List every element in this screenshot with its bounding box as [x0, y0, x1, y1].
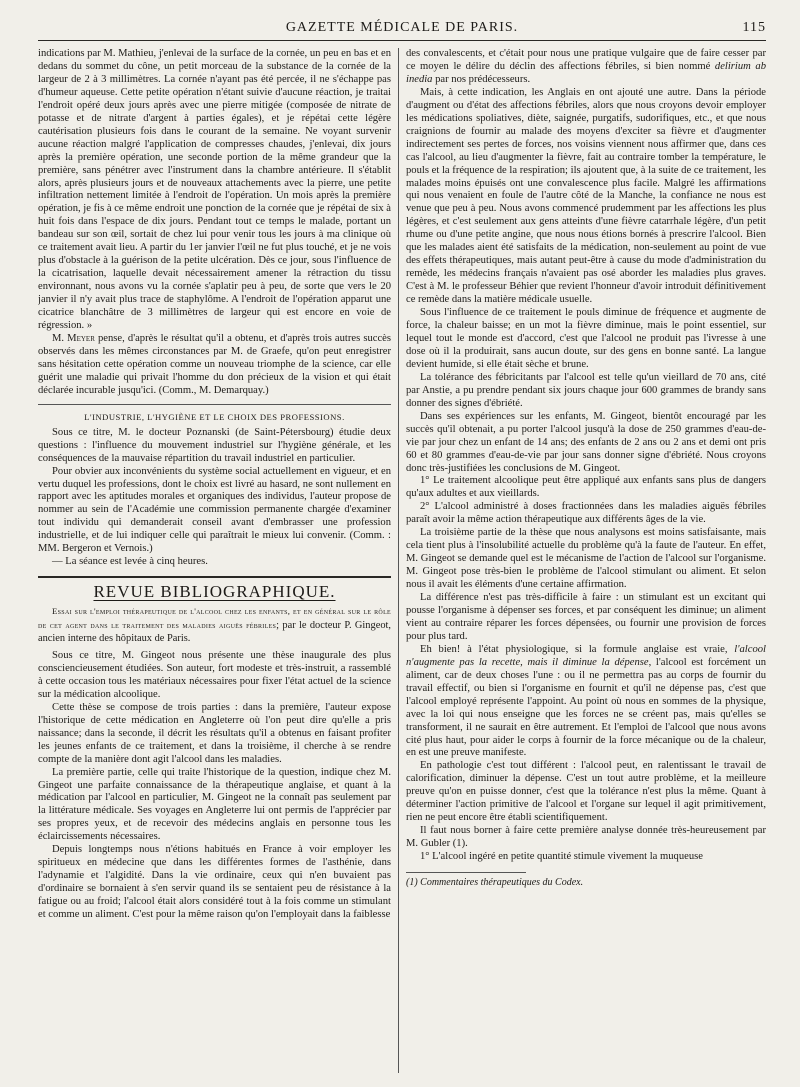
- paragraph: [38, 333, 391, 398]
- paragraph: — La séance est levée à cinq heures.: [52, 556, 208, 568]
- paragraph-text: , l'alcool est forcément un aliment, car de deux choses l'une : ou il ne permettra pas au corps de fournir du travail effectif, ou bien si l'organisme en fournit et qu'il ne dépense pas, c'est que l'alcool employé représente l'appoint. Au point où nous en sommes de la physique, avec la loi qui nous enseigne que les forces ne se créent pas, mais qu'elles se transforment, il ne saurait en être autrement. Et l'emploi de l'alcool que nous avons cité plus haut, pour aider le corps à fournir de la force mécanique ou de la chaleur, en est une preuve manifeste.: [406, 656, 766, 759]
- journal-title: GAZETTE MÉDICALE DE PARIS.: [285, 20, 519, 35]
- paragraph: La tolérance des fébricitants par l'alcool est telle qu'un vieillard de 70 ans, cité par Anstie, a pu prendre pendant six jours chaque jour 600 grammes de brandy sans donner des signes d'ébriété.: [406, 371, 766, 409]
- paragraph: [406, 48, 766, 87]
- paragraph: Pour obvier aux inconvénients du système social actuellement en vigueur, et en vertu duquel les professions, dont le choix est livré au hasard, ne sont nullement en rapport avec les aptitudes morales et organiques des individus, l'auteur propose de nommer au sein de l'Académie une commission permanente chargée d'examiner tout individu qui demanderait conseil avant d'embrasser une profession industrielle, et de lui indiquer celle qui paraîtrait le mieux lui convenir. (Comm. : MM. Bergeron et Vernois.): [38, 465, 391, 555]
- paragraph: La troisième partie de la thèse que nous analysons est moins satisfaisante, mais cela tient plus à l'insolubilité actuelle du problème qu'à la faute de l'auteur. En effet, M. Gingeot se demande quel est le mécanisme de l'action de l'alcool sur l'organisme. M. Gingeot pose très-bien le problème de l'alcool stimulant ou aliment. Et selon nous il avait les éléments d'une certaine affirmation.: [406, 527, 766, 591]
- paragraph: En pathologie c'est tout différent : l'alcool peut, en ralentissant le travail de calorification, diminuer la dépense. C'est un tout autre problème, et la meilleure preuve qu'on en puisse donner, c'est que la tolérance n'est plus la même. Quant à déterminer l'action primitive de l'alcool et l'organe sur lequel il agit primitivement, rien ne peut encore être établi scientifiquement.: [406, 760, 766, 824]
- paragraph: [406, 644, 766, 761]
- paragraph: 1° L'alcool ingéré en petite quantité stimule vivement la muqueuse: [420, 851, 703, 863]
- page-header: [38, 18, 766, 41]
- paragraph: Dans ses expériences sur les enfants, M. Gingeot, bientôt encouragé par les succès qu'il obtenait, a pu porter l'alcool jusqu'à la dose de 250 grammes d'eau-de-vie par jour chez un enfant de 14 ans; des enfants de 2 ans ou 2 ans et demi ont pris 60 et 80 grammes d'eau-de-vie par jour sans donner signe d'ébriété. Nous croyons donc très-justifiées les conclusions de M. Gingeot.: [406, 410, 766, 474]
- left-column: [38, 48, 391, 1078]
- section-heading: L'INDUSTRIE, L'HYGIÈNE ET LE CHOIX DES PROFESSIONS.: [84, 411, 345, 422]
- paragraph-text: pense, d'après le résultat qu'il a obtenu, et d'après trois autres succès observés dans les mêmes circonstances par M. de Graefe, qu'on peut enregistrer sans hésitation cette opération comme un nouveau triomphe de la science, car elle guérit une maladie qui privait l'homme du don précieux de la vision et qui était déclarée incurable jusqu'ici. (Comm., M. Demarquay.): [38, 332, 391, 396]
- page-number: 115: [742, 20, 766, 35]
- paragraph: Sous ce titre, M. le docteur Poznanski (de Saint-Pétersbourg) étudie deux questions : l'influence du mouvement industriel sur l'hygiène générale, et les conséquences de la mauvaise répartition du travail industriel en particulier.: [38, 426, 391, 464]
- paragraph: Sous l'influence de ce traitement le pouls diminue de fréquence et augmente de force, la chaleur baisse; en un mot la fièvre diminue, mais le point essentiel, sur lequel tout le monde est d'accord, c'est que l'alcool ne produit pas l'ivresse à une dose où il la produirait, sans aucun doute, sur des gens en bonne santé. La langue devient humide, si elle était sèche et brune.: [406, 307, 766, 370]
- paragraph: Sous ce titre, M. Gingeot nous présente une thèse inaugurale des plus consciencieusement étudiées. Son auteur, fort modeste et très-instruit, a rassemblé à cette occasion tous les matériaux nécessaires pour fixer l'état actuel de la science sur la médication alcoolique.: [38, 649, 391, 700]
- essay-title: [38, 605, 391, 646]
- conclusion-2: 2° L'alcool administré à doses fractionnées dans les maladies aiguës fébriles paraît avoir la même action thérapeutique aux différents âges de la vie.: [406, 501, 766, 526]
- essay-title-rest: ; par le docteur P. Gingeot, ancien interne des hôpitaux de Paris.: [38, 620, 391, 645]
- paragraph: La première partie, celle qui traite l'historique de la question, indique chez M. Gingeot une parfaite connaissance de la thérapeutique anglaise, et quant à la médication par l'alcool en particulier, M. Gingeot ne la connaît pas seulement par la littérature médicale. Ses voyages en Angleterre lui ont permis de l'apprécier par ses propres yeux, et de recevoir des médecins anglais en personne tous les éclaircissements nécessaires.: [38, 766, 391, 843]
- footnote-rule: [406, 872, 526, 873]
- separator-rule: [38, 404, 391, 405]
- essay-title-caps: Essai sur l'emploi thérapeutique de l'alcool chez les enfants, et en général sur le rôle de cet agent dans le traitement des maladies aiguës fébriles: [38, 606, 391, 631]
- paragraph-text: par nos prédécesseurs.: [432, 73, 531, 85]
- separator-rule-thick: [38, 576, 391, 578]
- paragraph-text: des convalescents, et c'était pour nous une pratique vulgaire que de faire cesser par ce moyen le délire du déclin des affections fébriles, si bien nommé: [406, 48, 766, 72]
- paragraph: Mais, à cette indication, les Anglais en ont ajouté une autre. Dans la période d'augment ou d'état des affections fébriles, alors que nous croyons devoir employer les médications spoliatives, diète, saignée, purgatifs, sudorifiques, etc., et que nous craignions de fournir au malade des moyens d'exciter sa fièvre et d'augmenter indirectement ses pertes de forces, nos voisins viennent nous affirmer que, dans ces cas l'alcool, au lieu d'augmenter la fièvre, fait au contraire tomber la température, le pouls et la fréquence de la respiration; ils ajoutent que, à la suite de ce traitement, les malades moins épuisés ont une convalescence plus facile. Malgré les affirmations qui nous venaient en foule de l'autre côté de la Manche, la confiance ne nous est venue que peu à peu. Nous avons commencé prudemment par les affections les plus légères, et c'est seulement aux gens atteints d'une fièvre catarrhale légère, d'un petit rhume ou d'une petite angine, que nous nous étions bornés à prescrire l'alcool. Bien que les malades aient été satisfaits de la médication, non-seulement au point de vue des effets thérapeutiques, mais autant peut-être à cause du mode d'administration du remède, les médecins français n'avaient pas osé aborder les maladies plus graves. C'est à M. le professeur Béhier que revient l'honneur d'avoir introduit définitivement ce remède dans la matière médicale usuelle.: [406, 86, 766, 306]
- paragraph: indications par M. Mathieu, j'enlevai de la surface de la cornée, un peu en bas et en dedans du sommet du cône, un petit morceau de la substance de la cornée de la largeur de 2 à 3 millimètres. La cornée n'ayant pas été percée, il ne s'échappe pas d'humeur aqueuse. Cette petite opération n'étant suivie d'aucune réaction, je traitai l'endroit opéré deux jours après avec une pierre mitigée (composée de nitrate de potasse et de nitrate d'argent à parties égales), et je répétai cette légère cautérisation plusieurs fois dans le courant de la semaine. Ne voyant survenir aucune réaction malgré l'application de compresses chaudes, j'enlevai, dix jours après la première opération, une seconde portion de la même grandeur que la première, sans pénétrer avec l'instrument dans la chambre antérieure. Il s'établit alors, après plusieurs jours et de nouveaux attachements avec la pierre, une petite infiltration nettement limitée à l'endroit de l'opération. Un mois après la première opération, je fis à ce même endroit une ponction de la cornée que je répétai de six à huit fois dans l'espace de dix jours. Pendant tout ce temps le malade, portant un bandeau sur son œil, sortait de chez lui pour venir tous les jours à ma clinique où ce traitement avait lieu. A partir du 1er janvier l'œil ne fut plus touché, et je ne vois plus d'obstacle à la guérison de la petite ulcération. Dès ce jour, sous l'influence de la cicatrisation, laquelle devait nécessairement amener la rétraction du tissu environnant, nous avons vu la cornée s'aplatir peu à peu, de sorte que vers le 20 janvier il n'y avait plus trace de staphylôme. A l'endroit de l'opération apparut une cicatrice blanchâtre de 3 millimètres de largeur qui est encore en voie de régression. »: [38, 48, 391, 332]
- conclusion-1: 1° Le traitement alcoolique peut être appliqué aux enfants sans plus de dangers qu'aux adultes et aux vieillards.: [406, 475, 766, 500]
- italic-phrase: delirium ab inedia: [406, 60, 766, 85]
- paragraph: Il faut nous borner à faire cette première analyse donnée très-heureusement par M. Gubler (1).: [406, 825, 766, 850]
- author-name: M. Meyer: [52, 332, 95, 344]
- column-divider: [398, 48, 399, 1073]
- right-column: [406, 48, 766, 1078]
- paragraph: Depuis longtemps nous n'étions habitués en France à voir employer les spiritueux en médecine que dans les différentes formes de l'asthénie, dans l'adynamie et l'algidité. Dans la vie ordinaire, ceux qui n'en buvaient pas d'ordinaire se bornaient à s'en servir quand ils se sentaient peu de résistance à la fatigue ou au froid; l'alcool était alors considéré tout à la fois comme un stimulant et comme un aliment. C'est pour la même raison qu'on l'employait dans la faiblesse: [38, 844, 391, 921]
- paragraph: La différence n'est pas très-difficile à faire : un stimulant est un excitant qui pousse l'organisme à dépenser ses forces, et par conséquent les diminue; un aliment vient au contraire réparer les forces dépensées, ou fournir une provision de forces pour plus tard.: [406, 592, 766, 642]
- footnote: (1) Commentaires thérapeutiques du Codex.: [406, 877, 584, 889]
- italic-phrase: l'alcool n'augmente pas la recette, mais il diminue la dépense: [406, 643, 766, 668]
- paragraph-text: Eh bien! à l'état physiologique, si la formule anglaise est vraie,: [420, 643, 735, 655]
- review-heading: REVUE BIBLIOGRAPHIQUE.: [93, 582, 336, 602]
- paragraph: Cette thèse se compose de trois parties : dans la première, l'auteur expose l'historique de cette médication en Angleterre où l'on peut dire qu'elle a pris naissance; dans la seconde, il décrit les résultats qu'il a obtenus en faisant profiter les jeunes enfants de ce traitement, et dans la troisième, il cherche à se rendre compte de la manière dont agit l'alcool dans les maladies.: [38, 701, 391, 765]
